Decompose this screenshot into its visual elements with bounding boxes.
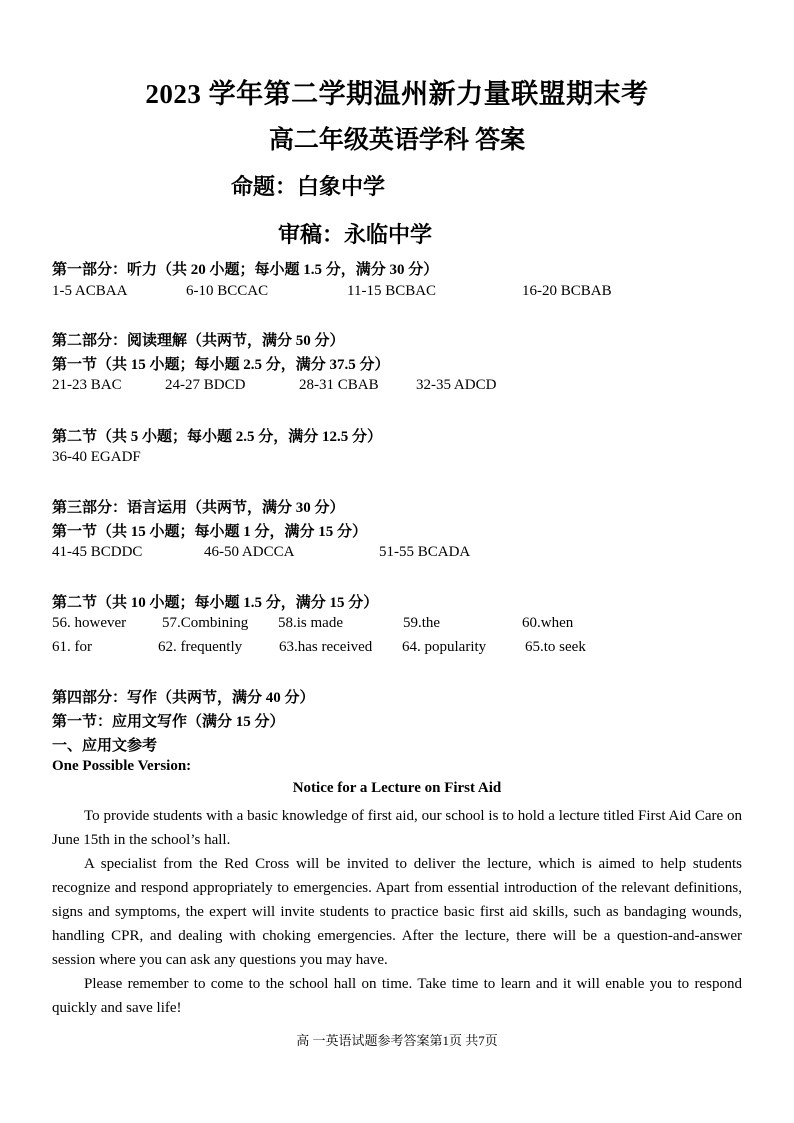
page-footer: 高 一英语试题参考答案第1页 共7页 <box>296 1033 498 1048</box>
part2-heading: 第二部分：阅读理解（共两节，满分 50 分） <box>52 333 345 349</box>
part4-sec1-heading: 第一节：应用文写作（满分 15 分） <box>52 714 285 730</box>
answer-item: 64. popularity <box>402 639 487 655</box>
answer-item: 58.is made <box>278 615 343 631</box>
answer-group: 16-20 BCBAB <box>522 283 612 299</box>
answer-group: 24-27 BDCD <box>165 377 246 393</box>
answer-group: 32-35 ADCD <box>416 377 497 393</box>
answer-group: 41-45 BCDDC <box>52 544 143 560</box>
part3-sec2-row1 <box>52 615 752 635</box>
answer-item: 60.when <box>522 615 574 631</box>
author-line: 命题：白象中学 <box>231 174 386 199</box>
answer-group: 51-55 BCADA <box>379 544 471 560</box>
answer-group: 28-31 CBAB <box>299 377 379 393</box>
part2-sec1-heading: 第一节（共 15 小题；每小题 2.5 分，满分 37.5 分） <box>52 357 390 373</box>
part3-sec2-heading: 第二节（共 10 小题；每小题 1.5 分，满分 15 分） <box>52 595 379 611</box>
answer-item: 62. frequently <box>158 639 243 655</box>
answer-group: 1-5 ACBAA <box>52 283 128 299</box>
answer-item: 57.Combining <box>162 615 249 631</box>
answer-group: 21-23 BAC <box>52 377 122 393</box>
notice-title: Notice for a Lecture on First Aid <box>292 780 502 796</box>
part3-heading: 第三部分：语言运用（共两节，满分 30 分） <box>52 500 345 516</box>
reviewer-line: 审稿：永临中学 <box>278 222 433 247</box>
exam-title: 2023 学年第二学期温州新力量联盟期末考 <box>145 79 649 109</box>
answer-group: 46-50 ADCCA <box>204 544 295 560</box>
answer-item: 61. for <box>52 639 92 655</box>
answer-item: 65.to seek <box>525 639 586 655</box>
essay-paragraph: To provide students with a basic knowledge of first aid, our school is to hold a lecture titled First Aid Care on June 15th in the school’s hall. <box>52 808 742 848</box>
part2-sec2-heading: 第二节（共 5 小题；每小题 2.5 分，满分 12.5 分） <box>52 429 383 445</box>
answer-item: 59.the <box>403 615 441 631</box>
answer-group: 36-40 EGADF <box>52 449 141 465</box>
answer-item: 56. however <box>52 615 127 631</box>
essay-paragraph: Please remember to come to the school hall on time. Take time to learn and it will enable you to respond quickly and save life! <box>52 976 742 1016</box>
part1-heading: 第一部分：听力（共 20 小题；每小题 1.5 分，满分 30 分） <box>52 262 439 278</box>
version-label: One Possible Version: <box>52 758 192 774</box>
part3-sec1-heading: 第一节（共 15 小题；每小题 1 分，满分 15 分） <box>52 524 368 540</box>
exam-subtitle: 高二年级英语学科 答案 <box>268 127 526 154</box>
part2-sec1-answers <box>52 377 752 397</box>
answer-group: 11-15 BCBAC <box>347 283 437 299</box>
part2-sec2-answers <box>52 449 752 469</box>
part3-sec2-row2 <box>52 639 752 659</box>
answer-item: 63.has received <box>279 639 373 655</box>
essay-paragraph: A specialist from the Red Cross will be invited to deliver the lecture, which is aimed to help students recognize and respond appropriately to emergencies. Apart from essential introduction of the relevant definitions, signs and symptoms, the expert will invite students to practice basic first aid skills, such as bandaging wounds, handling CPR, and dealing with choking emergencies. After the lecture, there will be a question-and-answer session where you can ask any questions you may have. <box>52 856 742 968</box>
part4-heading: 第四部分：写作（共两节，满分 40 分） <box>52 690 315 706</box>
part3-sec1-answers <box>52 544 752 564</box>
reference-heading: 一、应用文参考 <box>52 738 158 754</box>
answer-group: 6-10 BCCAC <box>186 283 269 299</box>
part1-answers <box>52 283 752 303</box>
